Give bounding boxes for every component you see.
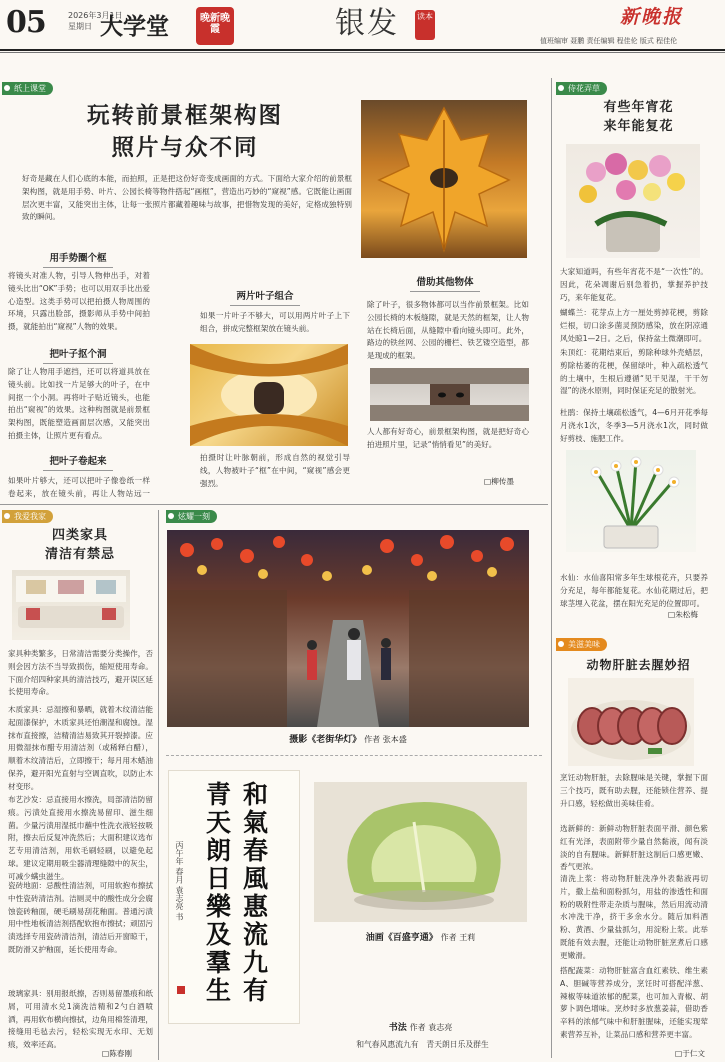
sofa-photo (12, 570, 130, 640)
calligraphy-signature: 丙午年 春月 袁志亮 书 (175, 841, 185, 921)
food-headline: 动物肝脏去腥妙招 (586, 658, 691, 672)
narcissus-photo (566, 450, 696, 552)
article-headline-flowers (556, 98, 721, 136)
text-roll: 如果叶片够大，还可以把叶子像卷纸一样卷起来，放在镜头前，再让人物站远一 (8, 476, 150, 498)
text-hole: 除了让人物用手遮挡，还可以将道具放在镜头前。比如找一片足够大的叶子，在中间抠一个小洞。再将叶子贴近镜头，也能拍出“窥视”的效果。这种构图就是前景框架构图，既能塑造画面层次感，又能突出拍摄主体，让照片更有看点。 (8, 367, 150, 440)
two-leaves-illustration (190, 344, 348, 446)
furniture-intro: 家具种类繁多，日常清洁需要分类操作，否则会因方法不当导致损伤，缩短使用寿命。下面介绍四种家具的清洁技巧，避开误区延长使用寿命。 (8, 649, 153, 697)
street-photo-caption: 摄影《老街华灯》 (289, 735, 362, 745)
section-name: 大学堂 (100, 14, 169, 40)
section-tag-furniture: 我爱我家 (2, 510, 53, 523)
section-tag-photo: 纸上课堂 (2, 82, 53, 95)
leaf-photo-caption: 拍摄时让叶脉朝前，形成自然的视觉引导线，人物被叶子“框”在中间，“窥视”感会更强烈。 (200, 453, 350, 488)
furniture-byline: □ 陈春刚 (102, 1049, 132, 1059)
street-photo-caption-row (167, 734, 529, 746)
subhead-roll: 把叶子卷起来 (8, 455, 148, 471)
section-tag-moment: 炫耀一刻 (166, 510, 217, 523)
moment-divider (166, 755, 542, 756)
flowers-byline: □ 朱松梅 (668, 610, 698, 620)
street-lantern-photo (167, 530, 529, 727)
food-wash: 清洗上浆：将动物肝脏洗净外表黏液再切片，撒上盐和面粉抓匀，用盐的渗透性和面粉的吸附性带走杂质与腥味，然后用流动清水冲洗干净，挤干多余水分。随后加料酒粉、黄酒、少量盐抓匀，用淀粉上浆。此举既能有效去腥，还能让动物肝脏烹煮后口感更嫩滑。 (560, 874, 708, 960)
food-select: 选新鲜的：新鲜动物肝脏表面平滑、颜色紫红有光泽，表面附带少量自然黏液，闻有淡淡的自有腥味。新鲜肝脏这制后口感更嫩、香气更浓。 (560, 824, 708, 872)
calligraphy-left-line: 青天朗日樂及羣生 (202, 781, 232, 1005)
two-leaves-photo (190, 344, 348, 446)
calligraphy-seal (177, 986, 185, 994)
sofa-illustration (12, 570, 130, 640)
food-vegetable: 搭配蔬菜：动物肝脏富含血红素铁、维生素A、胆碱等营养成分，烹饪时可搭配洋葱、辣椒等味道浓郁的配菜，也可加入青椒、胡萝卜调色增味。烹炒时多放葱姜蒜，借助香辛料的浓郁气味中和肝脏腥味，还能实现荤素营养互补，让菜品口感和营养更丰富。 (560, 966, 708, 1039)
furniture-fabric: 布艺沙发：忌直接用水擦洗，局部清洁防留痕。污渍处直接用水擦洗易留印、滋生细菌。少量污渍用湿抵巾蘸中性洗衣液轻按吸附，擦去后反复冲洗然后；大面积建议选布艺专用清洁剂，用软毛刷轻刷，以避免起球。建议定期用吸尘器清理缝隙中的灰尘，可减少螨虫滋生。 (8, 795, 153, 881)
cabbage-illustration (314, 782, 527, 922)
cabbage-painting (314, 782, 527, 922)
flowers-intro: 大家知道吗，有些年宵花不是“一次性”的。因此，花朵凋谢后别急着扔，掌握养护技巧，来年能复花。 (560, 267, 708, 302)
narcissus-illustration (566, 450, 696, 552)
photo-intro: 好奇是藏在人们心底的本能，而拍照，正是把这份好奇变成画面的方式。下面给大家介绍的前景框架构图，就是用手势、叶片、公园长椅等物件搭起“画框”，营造出巧妙的“窥视”感。它既能让画面层次更丰富，又能突出主体，让每一张照片都藏着趣味与故事，把惜物发现的美好，定格成独特别致的瞬间。 (22, 174, 352, 222)
painting-author: 作者 王莉 (440, 933, 476, 942)
text-two-leaves: 如果一片叶子不够大，可以用两片叶子上下组合，拼成完整框架放在镜头前。 (200, 311, 350, 333)
furniture-headline (10, 526, 150, 564)
flowers-azalea: 杜鹃：保持土壤疏松透气，4—6月开花季每月浇水1次，冬季3—5月浇水1次，同时做好剪枝、施肥工作。 (560, 408, 708, 443)
editors-line: 值班编审 聂鹏 责任编辑 程佳伦 版式 程佳伦 (540, 37, 678, 45)
street-lantern-illustration (167, 530, 529, 727)
band-seal: 读本 (415, 10, 435, 40)
photo-closing: 人人都有好奇心，前景框架构图，就是把好奇心拍进照片里，记录“悄悄看见”的美好。 (367, 427, 529, 449)
flowers-title-line1: 有些年宵花 (603, 100, 674, 115)
column-divider-right (551, 78, 552, 1058)
flowers-title-line2: 来年能复花 (603, 119, 674, 134)
column-divider-left (158, 510, 159, 1060)
subhead-gesture: 用手势圈个框 (8, 252, 148, 268)
subhead-hole: 把叶子抠个洞 (8, 348, 148, 364)
furniture-title-line2: 清洁有禁忌 (44, 547, 115, 562)
headline-line2: 照片与众不同 (111, 135, 259, 161)
issue-date: 2026年3月1日 (68, 11, 123, 20)
bench-photo (370, 368, 529, 421)
row-divider (0, 504, 548, 505)
article-headline-photo (20, 100, 350, 164)
liver-photo (568, 678, 694, 766)
calligraphy-caption: 书法 (388, 1023, 407, 1033)
furniture-wood: 木质家具：忌湿擦和暴晒，就着木纹清洁能起面漆保护，木质家具还怕潮湿和腐蚀。湿抹布直接擦，洁精清洁易致其开裂掉漆。应用微湿抹布醋专用清洁剂（或稀释白醋），顺着木纹清洁后，立即擦干；每月用木蜡油保养，避开阳光直射与空调直吹，以防止木材变形。 (8, 705, 153, 791)
food-intro: 烹饪动物肝脏，去除腥味是关键，掌握下面三个技巧，既有助去腥，还能锁住营养、提升口感，轻松做出美味佳肴。 (560, 773, 708, 808)
headline-line1: 玩转前景框架构图 (86, 103, 283, 129)
furniture-glass: 玻璃家具：别用报纸擦，否则易留墨痕和纸屑，可用清水兑1滴洗洁精和2勺白酒喷洒，再用软布横向擦拭，边角用棉签清理，接缝用毛毡去污，轻松实现无水印、无划痕，效率还高。 (8, 989, 153, 1050)
painting-caption-row (314, 932, 527, 944)
text-gesture: 将镜头对准人物，引导人物伸出手，对着镜头比出“OK”手势；也可以用双手比出爱心造型。这类手势可以把拍摄人物周围的环境，只露出脸部，摄影师从手势中间拍摄，就能拍出“窥视”人物的效果。 (8, 271, 150, 332)
calligraphy-right-line: 和氣春風惠流九有 (239, 781, 269, 1005)
bench-illustration (370, 368, 529, 421)
calligraphy-author: 作者 袁志亮 (409, 1023, 453, 1032)
subhead-objects: 借助其他物体 (365, 276, 525, 292)
street-photo-author: 作者 张本盛 (364, 735, 407, 744)
flowers-amaryllis: 朱顶红：花期结束后，剪除种球外壳蜡层，剪除枯萎的花梗，保留绿叶，种入疏松透气的土壤中，生根后遵循“见干见湿，干干勿湿”的浇水原则，同时保证充足的散射光。 (560, 348, 708, 396)
furniture-title-line1: 四类家具 (51, 528, 108, 543)
masthead-rule-thin (0, 52, 725, 53)
calligraphy-caption-row (314, 1022, 527, 1034)
calligraphy-scroll (168, 770, 300, 1024)
flowers-narcissus: 水仙：水仙喜阳常多年生球根花卉，只要养分充足，每年都能复花。水仙花期过后，把球茎埋入花盆，摆在阳光充足的位置即可。 (560, 573, 708, 608)
issue-weekday: 星期日 (68, 22, 92, 31)
masthead-rule (0, 49, 725, 51)
section-tag-food: 美滋美味 (556, 638, 607, 651)
orchid-illustration (566, 144, 700, 258)
flowers-butterfly-orchid: 蝴蝶兰：花芽点上方一厘处剪掉花梗，剪除烂根，切口涂多菌灵预防感染，放在阴凉通风处晾1—2日。之后，保持盆土微潮即可。 (560, 308, 708, 343)
leaf-illustration (361, 100, 527, 258)
food-byline: □ 于仁文 (675, 1049, 705, 1059)
band-title: 银发 (335, 6, 399, 41)
text-objects: 除了叶子，很多物体都可以当作前景框架。比如公园长椅的木板缝隙，就是天然的框架，让人物站在长椅后面，从缝隙中看向镜头即可。此外，路边的铁丝网、公园的栅栏、铁艺镂空造型，都是现成的框架。 (367, 300, 529, 361)
section-tag-flowers: 侍花弄草 (556, 82, 607, 95)
orchid-photo (566, 144, 700, 258)
calligraphy-transcription: 和气春风惠流九有 青天朗日乐及群生 (356, 1040, 489, 1049)
section-seal: 晚新晚霞 (196, 7, 234, 45)
liver-illustration (568, 678, 694, 766)
page-number: 05 (6, 5, 46, 40)
photo-byline: □ 柳传墨 (484, 477, 514, 487)
painting-caption: 油画《百盛亨通》 (365, 933, 438, 943)
leaf-hero-photo (361, 100, 527, 258)
newspaper-logo: 新晚报 (620, 6, 684, 28)
subhead-two-leaves: 两片叶子组合 (180, 290, 350, 306)
furniture-tile: 瓷砖地面：忌酸性清洁剂，可用软抱布擦拭中性瓷砖清洁剂。洁厕灵中的酸性成分会腐蚀瓷砖釉面，硬毛刷易刮花釉面。普通污渍用中性地板清洁剂搭配软抱布擦拭；顽固污渍选择专用瓷砖清洁剂，清洁后开窗晾干，既防滑又护釉面，延长使用寿命。 (8, 881, 153, 954)
